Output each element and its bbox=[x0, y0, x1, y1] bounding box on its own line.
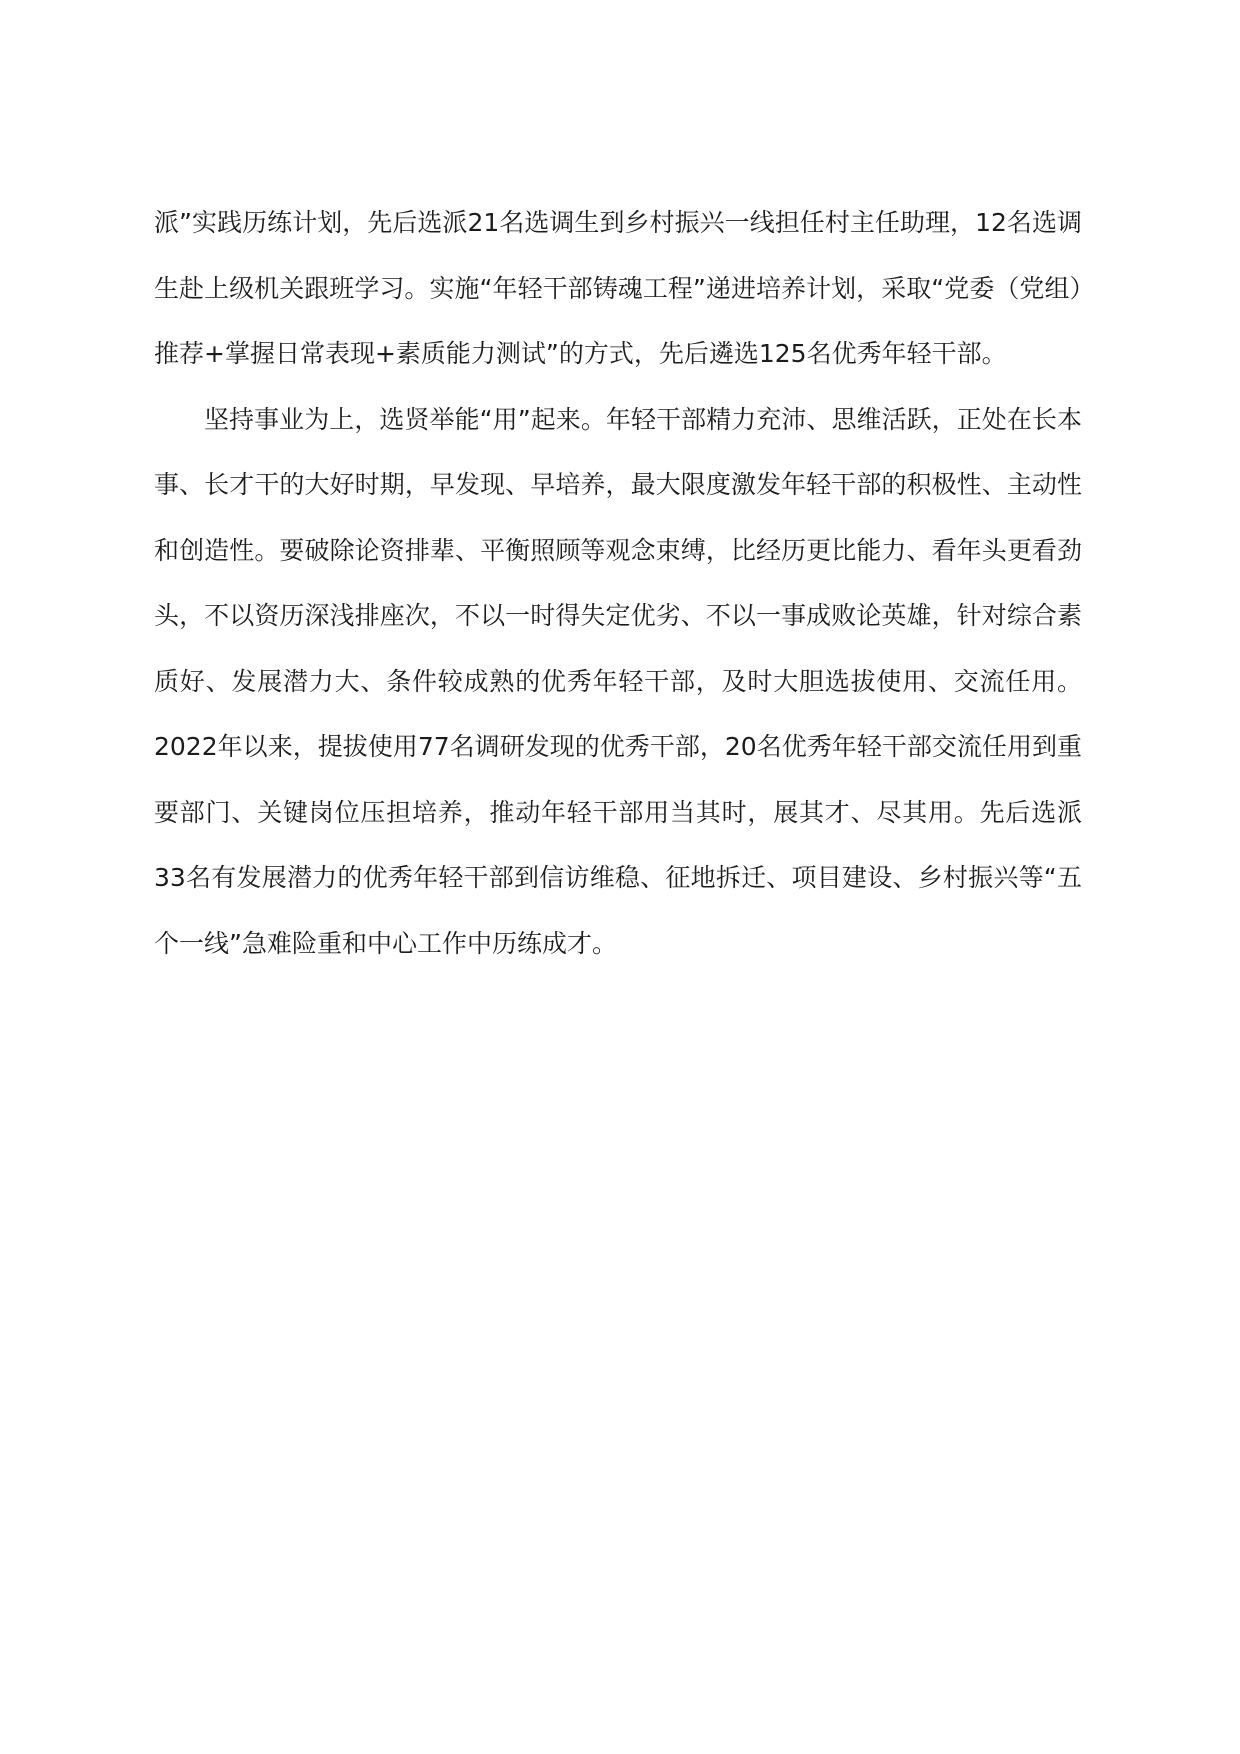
paragraph-continuation: 派”实践历练计划，先后选派21名选调生到乡村振兴一线担任村主任助理，12名选调生赴上级机关跟班学习。实施“年轻干部铸魂工程”递进培养计划，采取“党委（党组）推荐+掌握日常表现+素质能力测试”的方式，先后遴选125名优秀年轻干部。 bbox=[154, 208, 1082, 368]
paragraph-cadre-selection: 坚持事业为上，选贤举能“用”起来。年轻干部精力充沛、思维活跃，正处在长本事、长才干的大好时期，早发现、早培养，最大限度激发年轻干部的积极性、主动性和创造性。要破除论资排辈、平衡照顾等观念束缚，比经历更比能力、看年头更看劲头，不以资历深浅排座次，不以一时得失定优劣、不以一事成败论英雄，针对综合素质好、发展潜力大、条件较成熟的优秀年轻干部，及时大胆选拔使用、交流任用。2022年以来，提拔使用77名调研发现的优秀干部，20名优秀年轻干部交流任用到重要部门、关键岗位压担培养，推动年轻干部用当其时，展其才、尽其用。先后选派33名有发展潜力的优秀年轻干部到信访维稳、征地拆迁、项目建设、乡村振兴等“五个一线”急难险重和中心工作中历练成才。 bbox=[154, 404, 1082, 958]
document-body bbox=[154, 190, 1082, 976]
